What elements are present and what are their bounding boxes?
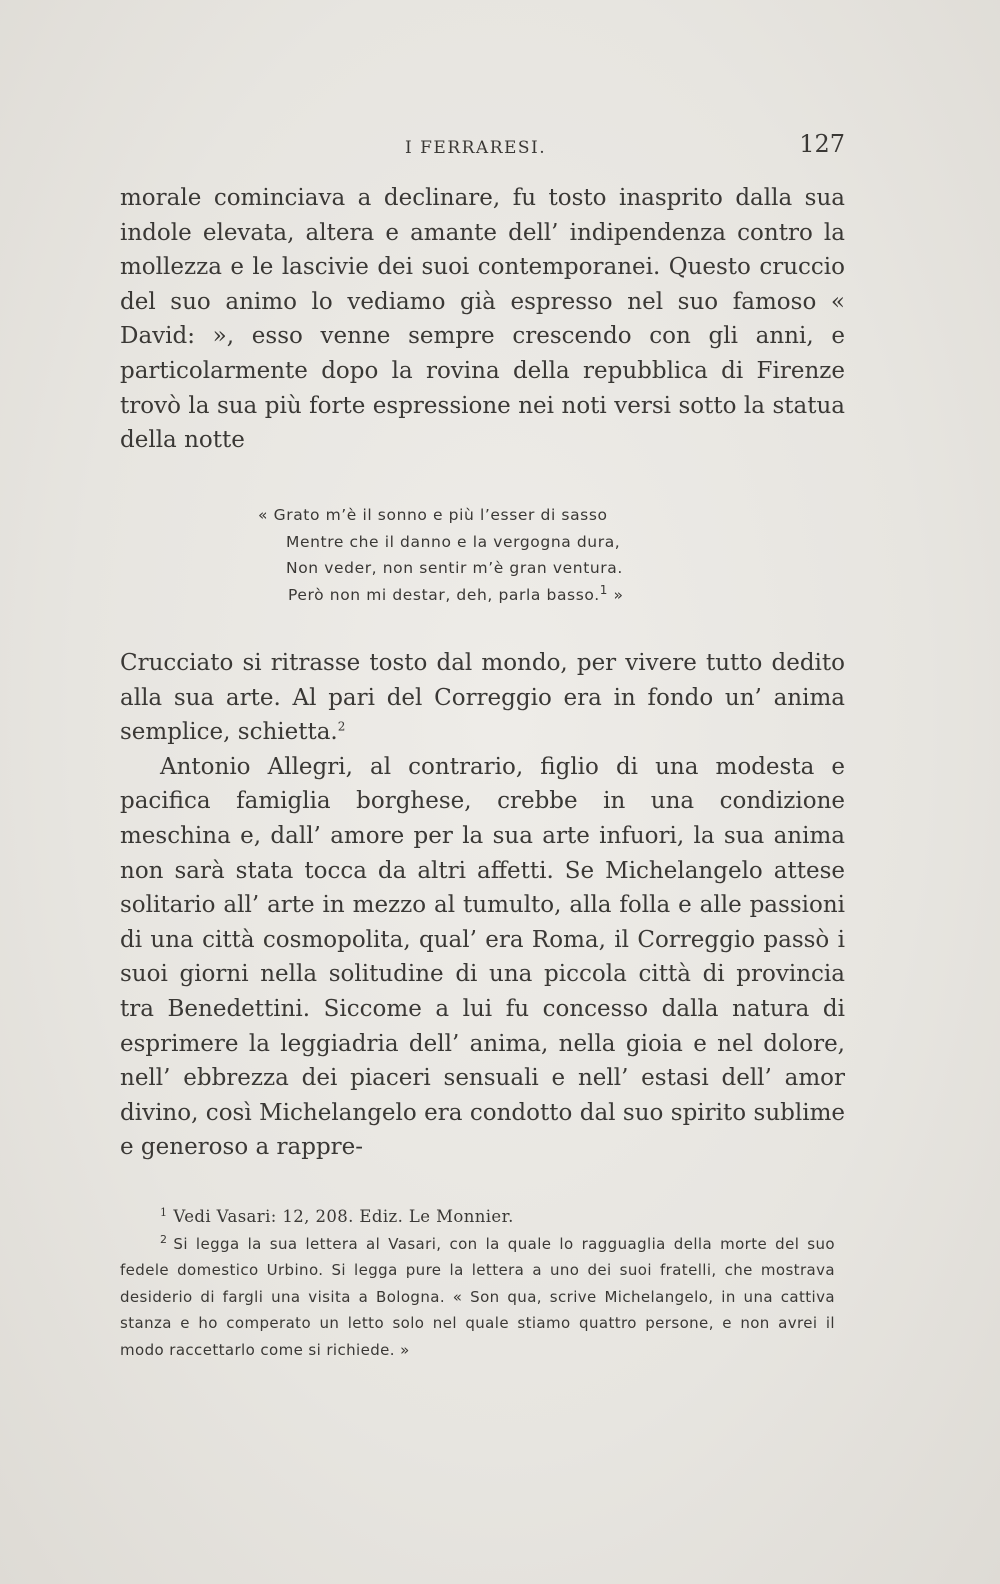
footnote-2-mark: 2 <box>160 1232 168 1246</box>
poem-line-2: Mentre che il danno e la vergogna dura, <box>286 532 621 551</box>
footnote-ref-1: 1 <box>599 582 608 597</box>
footnote-1 <box>120 1204 835 1231</box>
paragraph-2-text: Crucciato si ritrasse tosto dal mondo, per vivere tutto dedito alla sua arte. Al pari del Correggio era in fondo un’ anima semplice, schietta. <box>120 650 845 746</box>
page-number: 127 <box>799 130 845 158</box>
footnotes <box>120 1204 835 1363</box>
poem-line-1: « Grato m’è il sonno e più l’esser di sasso <box>258 506 608 524</box>
footnote-2-text: Si legga la sua lettera al Vasari, con la quale lo ragguaglia della morte del suo fedele domestico Urbino. Si legga pure la lettera a uno dei suoi fratelli, che mostrava desiderio di fargli una visita a Bologna. « Son qua, scrive Michelangelo, in una cattiva stanza e ho comperato un letto solo nel quale stiamo quattro persone, e non avrei il modo raccettarlo come si richiede. » <box>120 1234 835 1359</box>
poem-line-3: Non veder, non sentir m’è gran ventura. <box>286 559 623 577</box>
poem-closing-quote: » <box>608 585 624 604</box>
footnote-2 <box>120 1231 835 1364</box>
paragraph-1: morale cominciava a declinare, fu tosto inasprito dalla sua indole elevata, altera e amante dell’ indipendenza contro la mollezza e le lascivie dei suoi contemporanei. Questo cruccio del suo animo lo vediamo già espresso nel suo famoso « David: », esso venne sempre crescendo con gli anni, e particolarmente dopo la rovina della repubblica di Firenze trovò la sua più forte espressione nei noti versi sotto la statua della notte <box>120 185 845 454</box>
running-title: I FERRARESI. <box>405 138 547 158</box>
footnote-1-mark: 1 <box>160 1205 168 1219</box>
quoted-poem <box>258 502 728 608</box>
main-text-top <box>120 181 845 458</box>
poem-line-4-text: Però non mi destar, deh, parla basso. <box>288 585 600 604</box>
footnote-ref-2: 2 <box>337 719 346 734</box>
page-header <box>120 130 845 170</box>
footnote-1-text: Vedi Vasari: 12, 208. Ediz. Le Monnier. <box>173 1207 514 1226</box>
paragraph-2 <box>120 646 845 750</box>
main-text-bottom <box>120 646 845 1165</box>
poem-line-4 <box>258 582 728 609</box>
paragraph-3: Antonio Allegri, al contrario, figlio di una modesta e pacifica famiglia borghese, crebbe in una condizione meschina e, dall’ amore per la sua arte infuori, la sua anima non sarà stata tocca da altri affetti. Se Michelangelo attese solitario all’ arte in mezzo al tumulto, alla folla e alle passioni di una città cosmopolita, qual’ era Roma, il Correggio passò i suoi giorni nella solitudine di una piccola città di provincia tra Benedettini. Siccome a lui fu concesso dalla natura di esprimere la leggiadria dell’ anima, nella gioia e nel dolore, nell’ ebbrezza dei piaceri sensuali e nell’ estasi dell’ amor divino, così Michelangelo era condotto dal suo spirito sublime e generoso a rappre- <box>120 753 845 1161</box>
